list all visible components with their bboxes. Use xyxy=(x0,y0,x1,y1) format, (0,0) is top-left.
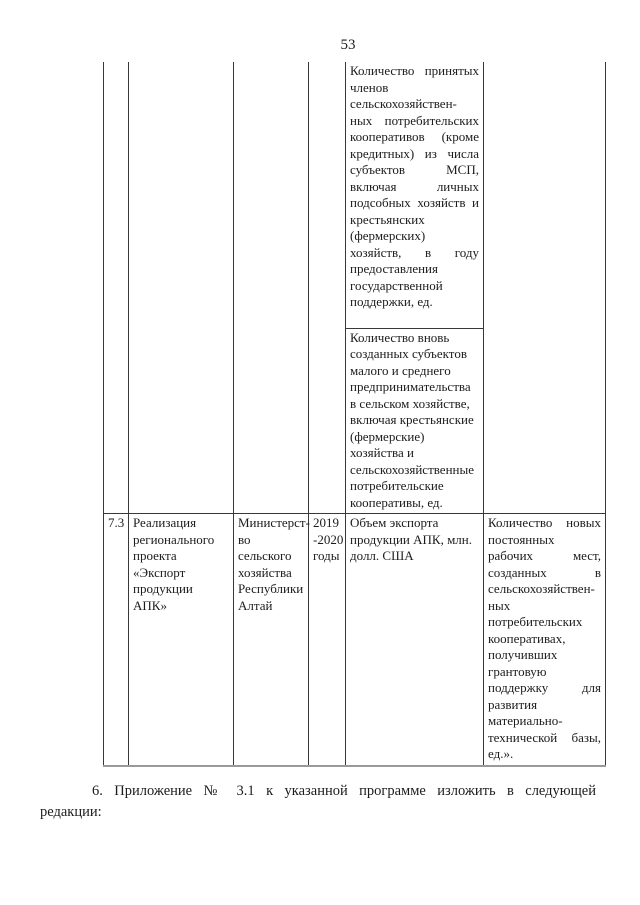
table-cell-7-3-name: Реализация регионального проекта «Экспорт продукции АПК» xyxy=(129,514,234,766)
closing-paragraph xyxy=(40,781,596,822)
table-cell-continuation-years xyxy=(309,62,346,514)
closing-paragraph-line2: редакции: xyxy=(40,803,102,820)
table-cell-continuation-result xyxy=(484,62,606,514)
table-row-7-3 xyxy=(104,514,606,766)
table-cell-continuation-name xyxy=(129,62,234,514)
table-cell-indicator-members: Количество принятых членов сельскохозяйствен-ных потребительских кооперативов (кроме кредитных) из числа субъектов МСП, включая личных подсобных хозяйств и крестьянских (фермерских) хозяйств, в году предоставления государственной поддержки, ед. xyxy=(346,62,484,328)
table-cell-7-3-years: 2019 -2020 годы xyxy=(309,514,346,766)
table-cell-7-3-executor: Министерст-во сельского хозяйства Республики Алтай xyxy=(234,514,309,766)
page-number: 53 xyxy=(340,37,356,53)
table-cell-continuation-executor xyxy=(234,62,309,514)
table-row-continuation-1 xyxy=(104,62,606,328)
table-cell-7-3-num: 7.3 xyxy=(104,514,129,766)
table-cell-indicator-new-entities: Количество вновь созданных субъектов малого и среднего предпринимательства в сельском хозяйстве, включая крестьянские (фермерские) хозяйства и сельскохозяйственные потребительские кооперативы, ед. xyxy=(346,328,484,514)
table-cell-7-3-result: Количество новых постоянных рабочих мест, созданных в сельскохозяйствен-ных потребительских кооперативах, получивших грантовую поддержку для развития материально-технической базы, ед.». xyxy=(484,514,606,766)
table-cell-continuation-num xyxy=(104,62,129,514)
program-measures-table xyxy=(103,62,606,767)
closing-paragraph-line1: 6. Приложение № 3.1 к указанной программе изложить в следующей xyxy=(92,783,596,799)
table-cell-7-3-indicator: Объем экспорта продукции АПК, млн. долл. США xyxy=(346,514,484,766)
